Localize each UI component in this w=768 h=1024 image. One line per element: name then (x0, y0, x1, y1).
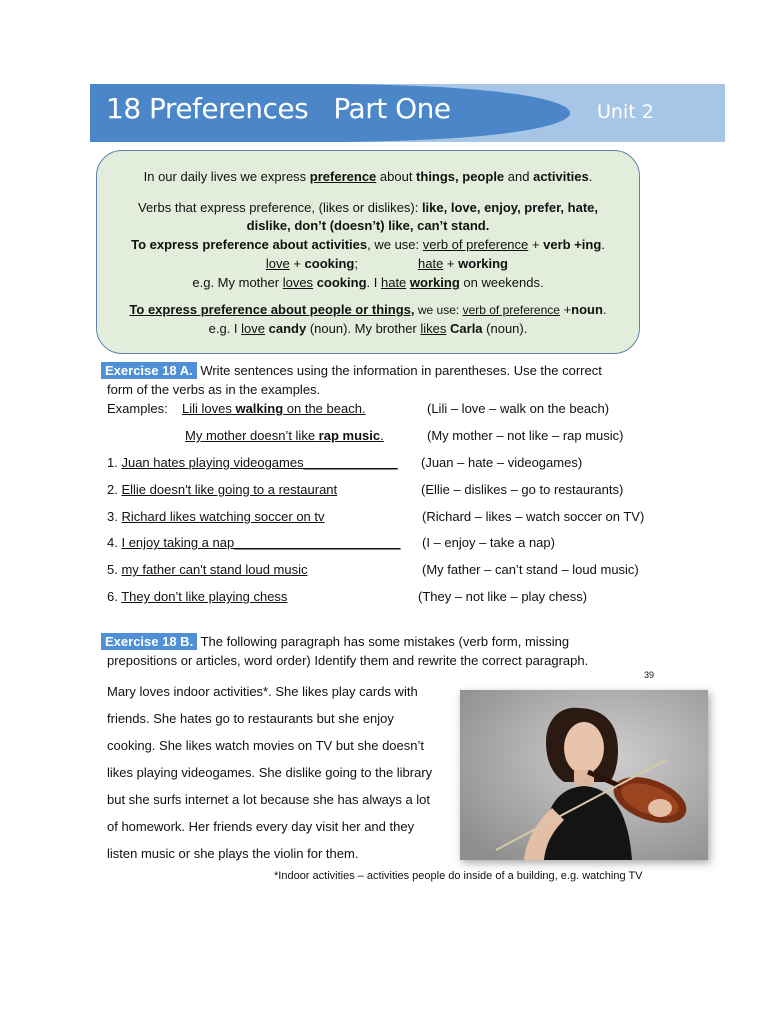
page-title: 18 Preferences Part One (106, 92, 451, 125)
answer-text: Juan hates playing videogames_____________ (121, 455, 398, 470)
example-2-hint: (My mother – not like – rap music) (427, 428, 624, 443)
item-hint: (Juan – hate – videogames) (421, 455, 583, 470)
violinist-photo (460, 690, 708, 860)
item-hint: (Ellie – dislikes – go to restaurants) (421, 482, 624, 497)
answer-text: Richard likes watching soccer on tv (121, 509, 325, 524)
paragraph-line: likes playing videogames. She dislike going to the library (107, 765, 433, 780)
info-line-2: Verbs that express preference, (likes or dislikes): like, love, enjoy, prefer, hate, (137, 200, 598, 215)
exercise-b-heading (101, 633, 569, 651)
exercise-a-label: Exercise 18 A. (101, 362, 197, 379)
exercise-a-heading (101, 362, 602, 380)
examples-label: Examples: (107, 401, 168, 416)
info-line-6: e.g. My mother loves cooking. I hate working on weekends. (192, 275, 544, 290)
exercise-item: 3. Richard likes watching soccer on tv (107, 509, 325, 524)
example-1-hint: (Lili – love – walk on the beach) (427, 401, 610, 416)
item-hint: (They – not like – play chess) (418, 589, 588, 604)
exercise-b-instruction: The following paragraph has some mistakes (verb form, missing (197, 634, 570, 649)
paragraph-line: cooking. She likes watch movies on TV but she doesn’t (107, 738, 424, 753)
unit-banner (90, 84, 725, 142)
example-1-sentence: Lili loves walking on the beach. (182, 401, 366, 416)
answer-text: Ellie doesn't like going to a restaurant (121, 482, 338, 497)
item-hint: (My father – can’t stand – loud music) (422, 562, 639, 577)
footnote: *Indoor activities – activities people do inside of a building, e.g. watching TV (274, 870, 643, 882)
unit-label: Unit 2 (597, 101, 654, 123)
exercise-item: 2. Ellie doesn't like going to a restaurant (107, 482, 338, 497)
paragraph-line: but she surfs internet a lot because she has always a lot (107, 792, 431, 807)
exercise-b-label: Exercise 18 B. (101, 633, 197, 650)
item-hint: (Richard – likes – watch soccer on TV) (422, 509, 645, 524)
grammar-info-box (96, 150, 640, 354)
paragraph-line: friends. She hates go to restaurants but she enjoy (107, 711, 394, 726)
info-line-4: To express preference about activities, we use: verb of preference + verb +ing. (131, 237, 605, 252)
info-line-1: In our daily lives we express preference about things, people and activities. (143, 169, 593, 184)
exercise-item: 4. I enjoy taking a nap_______________________ (107, 535, 401, 550)
example-2-sentence: My mother doesn’t like rap music. (185, 428, 384, 443)
answer-text: I enjoy taking a nap_______________________ (121, 535, 401, 550)
exercise-a-instruction-2: form of the verbs as in the examples. (107, 382, 321, 397)
answer-text: They don’t like playing chess (121, 589, 288, 604)
info-line-7: To express preference about people or things, we use: verb of preference +noun. (129, 302, 607, 317)
paragraph-line: listen music or she plays the violin for them. (107, 846, 359, 861)
exercise-item: 1. Juan hates playing videogames_____________ (107, 455, 398, 470)
info-line-3: dislike, don’t (doesn’t) like, can’t stand. (246, 218, 490, 233)
info-line-5: love + cooking; hate + working (265, 256, 508, 271)
paragraph-line: Mary loves indoor activities*. She likes play cards with (107, 684, 418, 699)
exercise-item: 5. my father can't stand loud music (107, 562, 308, 577)
paragraph-line: of homework. Her friends every day visit her and they (107, 819, 415, 834)
exercise-a-instruction: Write sentences using the information in parentheses. Use the correct (196, 363, 602, 378)
page-number: 39 (644, 670, 655, 680)
item-hint: (I – enjoy – take a nap) (422, 535, 555, 550)
answer-text: my father can't stand loud music (121, 562, 308, 577)
exercise-b-instruction-2: prepositions or articles, word order) Identify them and rewrite the correct paragraph. (107, 653, 589, 668)
exercise-item: 6. They don’t like playing chess (107, 589, 288, 604)
info-line-8: e.g. I love candy (noun). My brother likes Carla (noun). (208, 321, 528, 336)
